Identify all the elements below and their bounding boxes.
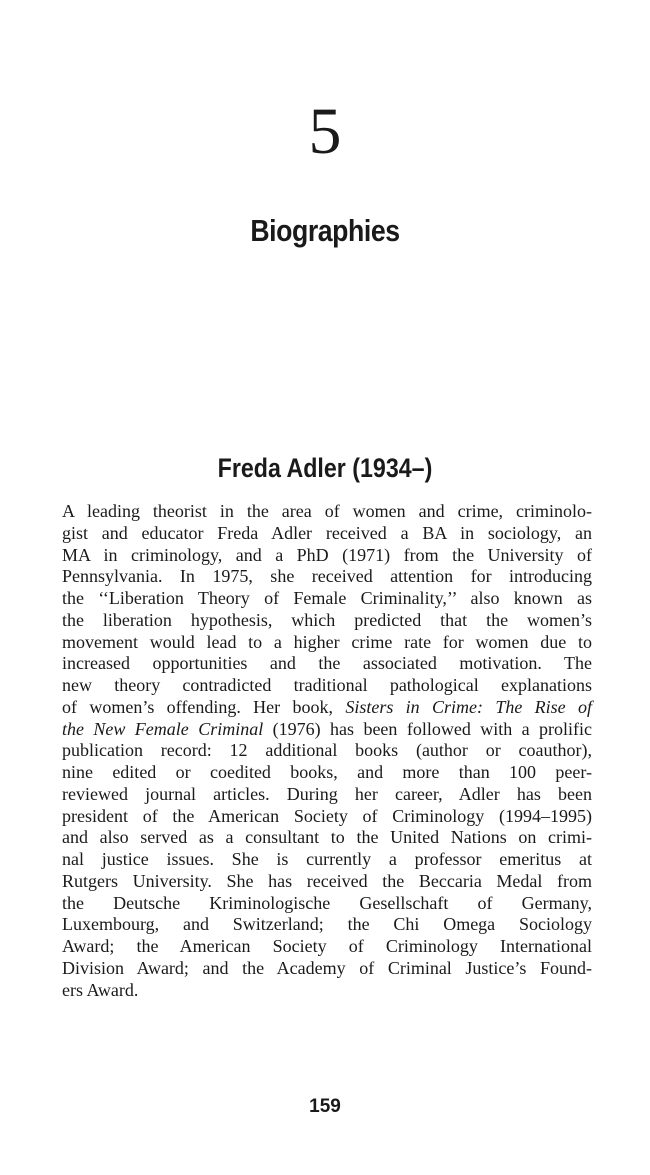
paragraph-line: reviewed journal articles. During her career, Adler has been	[62, 783, 592, 804]
chapter-number: 5	[308, 95, 342, 168]
paragraph-line: movement would lead to a higher crime rate for women due to	[62, 631, 592, 652]
paragraph-line: Pennsylvania. In 1975, she received attention for introducing	[62, 566, 592, 587]
book-title: Sisters in Crime: The Rise of	[345, 696, 593, 717]
paragraph-line: president of the American Society of Criminology (1994–1995)	[62, 805, 592, 826]
paragraph-line: increased opportunities and the associated motivation. The	[62, 653, 592, 674]
paragraph-line: A leading theorist in the area of women and crime, criminolo-	[62, 501, 592, 521]
book-title-continued: the New Female Criminal	[62, 718, 264, 739]
paragraph-line	[62, 697, 592, 719]
biography-paragraph	[62, 501, 592, 1001]
paragraph-line	[62, 719, 592, 741]
paragraph-text: of women’s offending. Her book,	[62, 696, 333, 717]
chapter-title: Biographies	[250, 213, 400, 248]
paragraph-line: Division Award; and the Academy of Criminal Justice’s Found-	[62, 957, 592, 978]
paragraph-line: the ‘‘Liberation Theory of Female Criminality,’’ also known as	[62, 588, 592, 608]
paragraph-line: Award; the American Society of Criminology International	[62, 936, 592, 956]
paragraph-line: Luxembourg, and Switzerland; the Chi Omega Sociology	[62, 914, 592, 935]
paragraph-line: Rutgers University. She has received the Beccaria Medal from	[62, 870, 592, 891]
paragraph-text: (1976) has been followed with a prolific	[272, 718, 593, 739]
paragraph-line: publication record: 12 additional books (author or coauthor),	[62, 740, 592, 761]
paragraph-line: ers Award.	[62, 979, 139, 1000]
paragraph-line: the liberation hypothesis, which predicted that the women’s	[62, 609, 592, 630]
section-heading: Freda Adler (1934–)	[217, 453, 433, 483]
page-number: 159	[309, 1096, 341, 1117]
paragraph-line: MA in criminology, and a PhD (1971) from the University of	[62, 544, 592, 565]
paragraph-line: nine edited or coedited books, and more than 100 peer-	[62, 762, 592, 782]
paragraph-line: gist and educator Freda Adler received a BA in sociology, an	[62, 522, 592, 543]
paragraph-line: new theory contradicted traditional pathological explanations	[62, 675, 592, 695]
paragraph-line: and also served as a consultant to the United Nations on crimi-	[62, 827, 592, 848]
paragraph-line: the Deutsche Kriminologische Gesellschaft of Germany,	[62, 892, 592, 913]
paragraph-line: nal justice issues. She is currently a professor emeritus at	[62, 849, 592, 869]
